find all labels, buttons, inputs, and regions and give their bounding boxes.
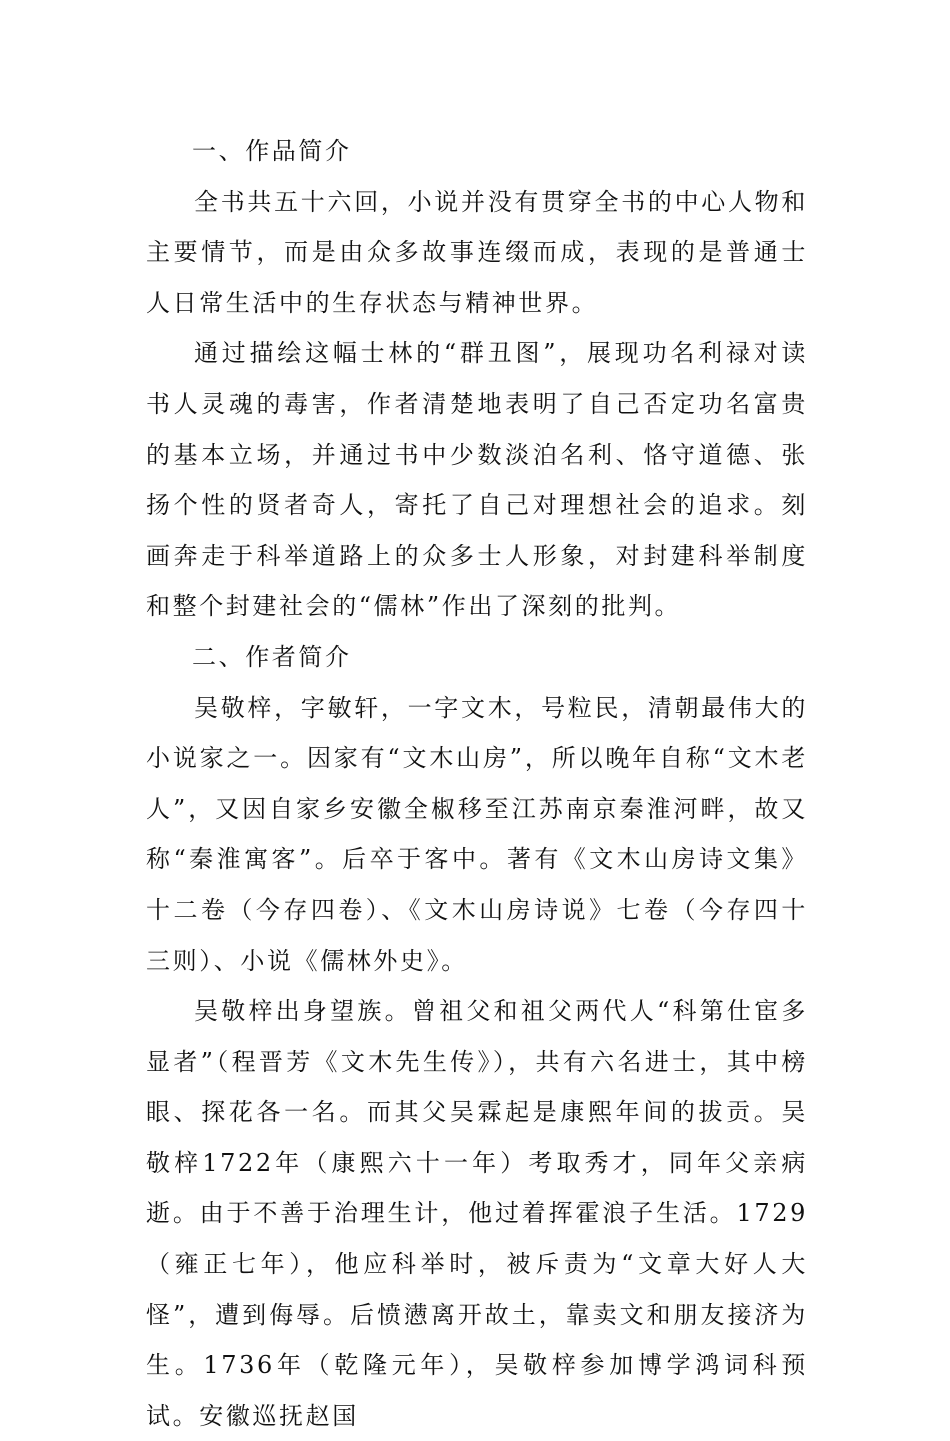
paragraph-author-life: 吴敬梓出身望族。曾祖父和祖父两代人“科第仕宦多显者”（程晋芳《文木先生传》），共有六名进士，其中榜眼、探花各一名。而其父吴霖起是康熙年间的拔贡。吴敬梓1722年（康熙六十一年）考取秀才，同年父亲病逝。由于不善于治理生计，他过着挥霍浪子生活。1729（雍正七年），他应科举时，被斥责为“文章大好人大怪”，遭到侮辱。后愤懑离开故土，靠卖文和朋友接济为生。1736年（乾隆元年），吴敬梓参加博学鸿词科预试。安徽巡抚赵国: [146, 997, 808, 1430]
paragraph-author-intro: 吴敬梓，字敏轩，一字文木，号粒民，清朝最伟大的小说家之一。因家有“文木山房”，所以晚年自称“文木老人”，又因自家乡安徽全椒移至江苏南京秦淮河畔，故又称“秦淮寓客”。后卒于客中。著有《文木山房诗文集》十二卷（今存四卷）、《文木山房诗说》七卷（今存四十三则）、小说《儒林外史》。: [146, 693, 808, 975]
paragraph-work-theme: 通过描绘这幅士林的“群丑图”，展现功名利禄对读书人灵魂的毒害，作者清楚地表明了自己否定功名富贵的基本立场，并通过书中少数淡泊名利、恪守道德、张扬个性的贤者奇人，寄托了自己对理想社会的追求。刻画奔走于科举道路上的众多士人形象，对封建科举制度和整个封建社会的“儒林”作出了深刻的批判。: [146, 339, 808, 621]
document-body: [146, 126, 808, 1441]
paragraph-work-summary: 全书共五十六回，小说并没有贯穿全书的中心人物和主要情节，而是由众多故事连缀而成，表现的是普通士人日常生活中的生存状态与精神世界。: [146, 187, 808, 317]
section-heading-author: 二、作者简介: [192, 642, 352, 671]
section-heading-intro: 一、作品简介: [192, 137, 352, 165]
